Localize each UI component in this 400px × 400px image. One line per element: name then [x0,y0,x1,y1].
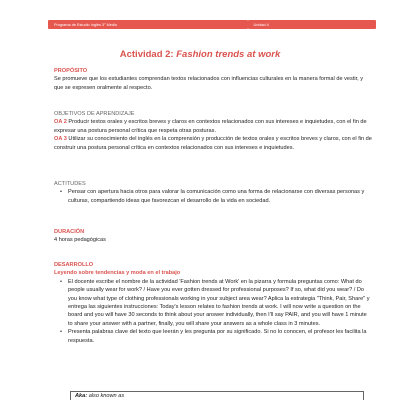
activity-title-prefix: Actividad 2: [119,49,174,60]
proposito-section [54,67,372,92]
actitudes-section [54,180,372,205]
desarrollo-heading: DESARROLLO [54,262,94,268]
desarrollo-item-2 [54,328,372,345]
actitudes-item-text: Pensar con apertura hacia otros para valorar la comunicación como una forma de relacionarse con diversas personas y culturas, compartiendo ideas que favorezcan el desarrollo de la vida en sociedad. [68,189,365,204]
desarrollo-subheading: Leyendo sobre tendencias y moda en el trabajo [54,270,181,277]
duracion-text [54,236,372,244]
oa2-code: OA 2 [54,119,67,126]
activity-title-name: Fashion trends at work [176,49,281,60]
vocabulary-definition: also known as [88,393,125,399]
bullet-icon: • [60,329,62,336]
proposito-text: Se promueve que los estudiantes comprendan textos relacionados con influencias culturales en la manera formal de vestir, y que se expresen oralmente al respecto. [54,76,364,91]
oa2-item [54,118,372,135]
duracion-heading: DURACIÓN [54,229,85,235]
duracion-section [54,228,372,245]
header-program-bar [48,20,248,29]
duracion-unit: horas pedagógicas [58,237,106,244]
page-header [48,18,376,31]
oa3-item [54,135,372,152]
proposito-heading: PROPÓSITO [54,68,88,74]
bullet-icon: • [60,189,62,196]
objetivos-section [54,110,372,152]
oa3-code: OA 3 [54,136,67,143]
bullet-icon: • [60,278,62,285]
desarrollo-item-1 [54,278,372,328]
actitudes-item [54,188,372,205]
actitudes-heading: ACTITUDES [54,181,86,187]
vocabulary-term: Aka: [75,393,88,399]
oa2-text: Producir textos orales y escritos breves y claros en contextos relacionados con sus intereses e inquietudes, con el fin de expresar una postura personal crítica que respeta otras posturas. [54,119,367,134]
activity-title [0,49,400,60]
vocabulary-box [70,391,364,400]
desarrollo-item-1-text: El docente escribe el nombre de la actividad 'Fashion trends at Work' en la pizarra y formula preguntas como: What do people usually wear for work? / Have you ever gotten dressed for professional purposes? If so, what did you wear? / Do you know what type of clothing professionals working in your subject area wear? Aplica la estrategia "Think, Pair, Share" y entrega las siguientes instrucciones: Today's lesson relates to fashion trends at work. I will now write a question on the board and you will have 30 seconds to think about your answer individually, then I'll say PAIR, and you will have 1 minute to share your answer with a partner, finally, you will share your answers as a whole class in 3 minutes. [68,278,370,327]
desarrollo-section [54,261,372,345]
header-unit-label: Unidad 4 [253,22,269,27]
oa3-text: Utilizar su conocimiento del inglés en la comprensión y producción de textos orales y escritos breves y claros, con el fin de construir una postura personal crítica en contextos relacionados con sus intereses e inquietudes. [54,136,372,151]
desarrollo-item-2-text: Presenta palabras clave del texto que leerán y les pregunta por su significado. Si no lo conocen, el profesor les facilita la respuesta. [68,329,367,344]
objetivos-heading: OBJETIVOS DE APRENDIZAJE [54,111,135,117]
duracion-value: 4 [54,237,58,244]
header-unit-bar [248,20,376,29]
header-program-label: Programa de Estudio Inglés 3° Medio [54,22,117,27]
